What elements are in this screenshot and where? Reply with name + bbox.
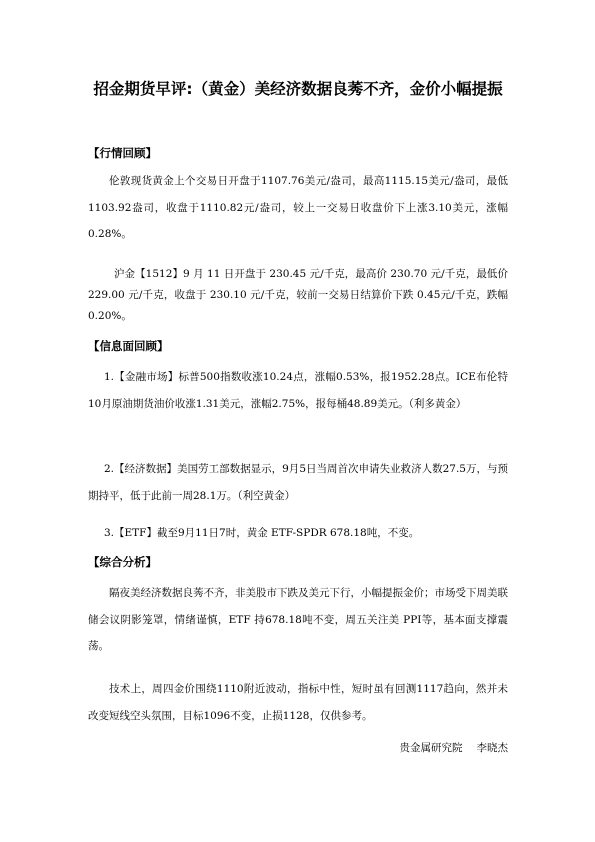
- news-item-economic-data: 2.【经济数据】美国劳工部数据显示，9月5日当周首次申请失业救济人数27.5万，与预期持平，低于此前一周28.1万。（利空黄金）: [88, 463, 508, 502]
- news-review-heading: 【信息面回顾】: [88, 339, 169, 353]
- analysis-paragraph-fundamentals: 隔夜美经济数据良莠不齐，非美股市下跌及美元下行，小幅提振金价；市场受下周美联储会议阴影笼罩，情绪谨慎，ETF 持678.18吨不变，周五关注美 PPI等，基本面支撑震荡。: [88, 587, 508, 652]
- analysis-heading: 【综合分析】: [88, 555, 157, 569]
- analysis-paragraph-technical: 技术上，周四金价围绕1110附近波动，指标中性，短时虽有回测1117趋向，然并未改变短线空头氛围，目标1096不变，止损1128，仅供参考。: [88, 683, 508, 722]
- document-title: 招金期货早评:（黄金）美经济数据良莠不齐，金价小幅提振: [93, 80, 503, 98]
- market-review-heading: 【行情回顾】: [88, 146, 157, 160]
- market-review-paragraph-shanghai: 沪金【1512】9 月 11 日开盘于 230.45 元/千克，最高价 230.70 元/千克，最低价 229.00 元/千克，收盘于 230.10 元/千克，较前一交易日结算价下跌 0.45元/千克，跌幅 0.20%。: [88, 268, 508, 322]
- news-item-financial-market: 1.【金融市场】标普500指数收涨10.24点，涨幅0.53%，报1952.28点。ICE布伦特10月原油期货油价收涨1.31美元，涨幅2.75%，报每桶48.89美元。（利多黄金）: [88, 371, 508, 410]
- signature-institute: 贵金属研究院: [399, 742, 463, 754]
- signature-author: 李晓杰: [476, 742, 508, 754]
- news-item-etf: 3.【ETF】截至9月11日7时，黄金 ETF-SPDR 678.18吨，不变。: [104, 527, 420, 539]
- market-review-paragraph-london: 伦敦现货黄金上个交易日开盘于1107.76美元/盎司，最高1115.15美元/盎司，最低1103.92盎司，收盘于1110.82元/盎司，较上一交易日收盘价下上涨3.10美元，涨幅0.28%。: [88, 175, 508, 240]
- signature: [88, 739, 508, 757]
